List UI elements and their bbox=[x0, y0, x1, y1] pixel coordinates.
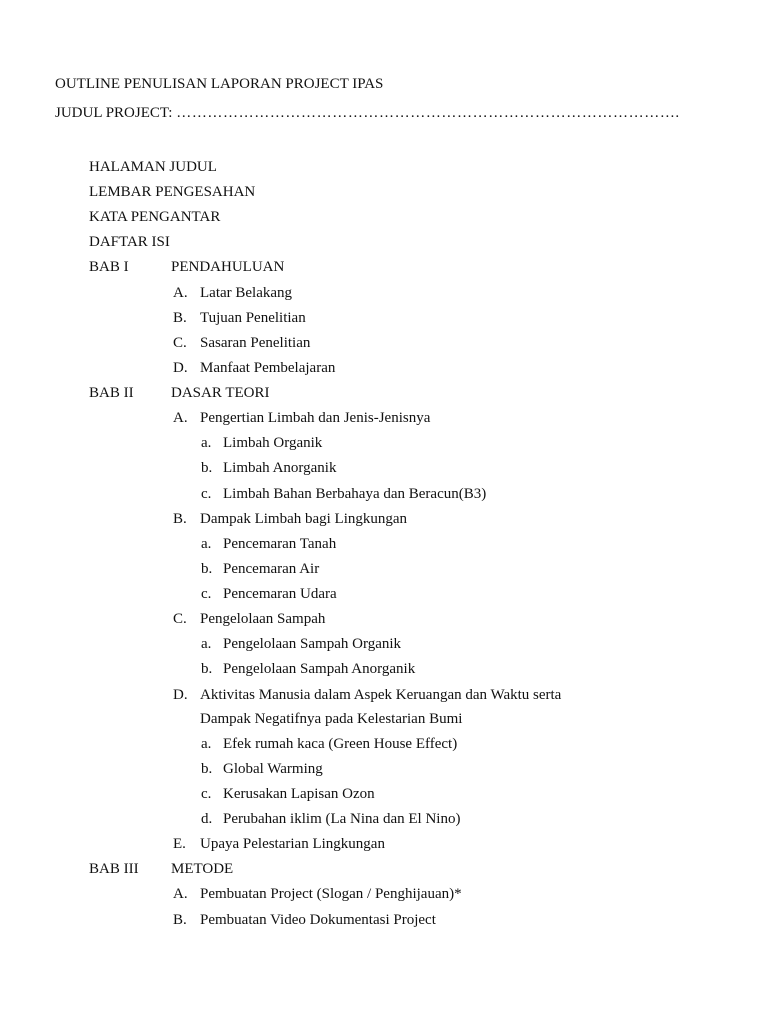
list-text: Dampak Limbah bagi Lingkungan bbox=[200, 511, 408, 527]
sub-list-marker: b. bbox=[201, 561, 213, 577]
list-marker: D. bbox=[173, 687, 188, 703]
list-text: Manfaat Pembelajaran bbox=[200, 360, 336, 376]
sub-list-marker: c. bbox=[201, 586, 212, 602]
list-text: Pembuatan Video Dokumentasi Project bbox=[200, 912, 436, 928]
sub-list-text: Limbah Anorganik bbox=[223, 460, 337, 476]
list-text: Aktivitas Manusia dalam Aspek Keruangan dan Waktu serta bbox=[200, 687, 562, 703]
bab-3-title: METODE bbox=[171, 861, 234, 877]
sub-list-marker: a. bbox=[201, 636, 212, 652]
sub-list-text: Pengelolaan Sampah Anorganik bbox=[223, 661, 416, 677]
list-marker: B. bbox=[173, 310, 187, 326]
list-marker: A. bbox=[173, 410, 188, 426]
list-marker: B. bbox=[173, 511, 187, 527]
sub-list-marker: c. bbox=[201, 786, 212, 802]
sub-list-marker: a. bbox=[201, 435, 212, 451]
sub-list-text: Efek rumah kaca (Green House Effect) bbox=[223, 736, 458, 752]
front-item-kata-pengantar: KATA PENGANTAR bbox=[89, 209, 221, 225]
sub-list-text: Pencemaran Air bbox=[223, 561, 320, 577]
document-title: OUTLINE PENULISAN LAPORAN PROJECT IPAS bbox=[55, 76, 384, 92]
bab-3-number: BAB III bbox=[89, 861, 139, 877]
list-text: Pengelolaan Sampah bbox=[200, 611, 326, 627]
list-text: Upaya Pelestarian Lingkungan bbox=[200, 836, 385, 852]
front-item-lembar-pengesahan: LEMBAR PENGESAHAN bbox=[89, 184, 256, 200]
list-marker: D. bbox=[173, 360, 188, 376]
sub-list-marker: c. bbox=[201, 486, 212, 502]
list-marker: B. bbox=[173, 912, 187, 928]
bab-1-number: BAB I bbox=[89, 259, 129, 275]
front-item-halaman-judul: HALAMAN JUDUL bbox=[89, 159, 217, 175]
sub-list-text: Limbah Organik bbox=[223, 435, 323, 451]
sub-list-text: Pencemaran Udara bbox=[223, 586, 337, 602]
list-text-continued: Dampak Negatifnya pada Kelestarian Bumi bbox=[200, 711, 463, 727]
judul-project-label: JUDUL PROJECT: bbox=[55, 105, 173, 121]
sub-list-text: Limbah Bahan Berbahaya dan Beracun(B3) bbox=[223, 486, 487, 502]
bab-1-title: PENDAHULUAN bbox=[171, 259, 285, 275]
list-marker: A. bbox=[173, 285, 188, 301]
sub-list-marker: b. bbox=[201, 460, 213, 476]
sub-list-text: Global Warming bbox=[223, 761, 323, 777]
sub-list-text: Pencemaran Tanah bbox=[223, 536, 337, 552]
sub-list-text: Pengelolaan Sampah Organik bbox=[223, 636, 402, 652]
sub-list-marker: b. bbox=[201, 761, 213, 777]
bab-2-number: BAB II bbox=[89, 385, 134, 401]
list-text: Tujuan Penelitian bbox=[200, 310, 306, 326]
sub-list-marker: a. bbox=[201, 536, 212, 552]
judul-project-line bbox=[55, 103, 680, 123]
list-marker: E. bbox=[173, 836, 186, 852]
front-item-daftar-isi: DAFTAR ISI bbox=[89, 234, 170, 250]
sub-list-marker: b. bbox=[201, 661, 213, 677]
sub-list-marker: a. bbox=[201, 736, 212, 752]
list-text: Latar Belakang bbox=[200, 285, 293, 301]
list-marker: A. bbox=[173, 886, 188, 902]
sub-list-text: Kerusakan Lapisan Ozon bbox=[223, 786, 375, 802]
judul-project-blank: ……………………………………………………………………………………. bbox=[176, 105, 680, 121]
sub-list-marker: d. bbox=[201, 811, 213, 827]
list-text: Pengertian Limbah dan Jenis-Jenisnya bbox=[200, 410, 431, 426]
list-text: Sasaran Penelitian bbox=[200, 335, 311, 351]
list-text: Pembuatan Project (Slogan / Penghijauan)* bbox=[200, 886, 462, 902]
list-marker: C. bbox=[173, 335, 187, 351]
sub-list-text: Perubahan iklim (La Nina dan El Nino) bbox=[223, 811, 461, 827]
bab-2-title: DASAR TEORI bbox=[171, 385, 270, 401]
list-marker: C. bbox=[173, 611, 187, 627]
